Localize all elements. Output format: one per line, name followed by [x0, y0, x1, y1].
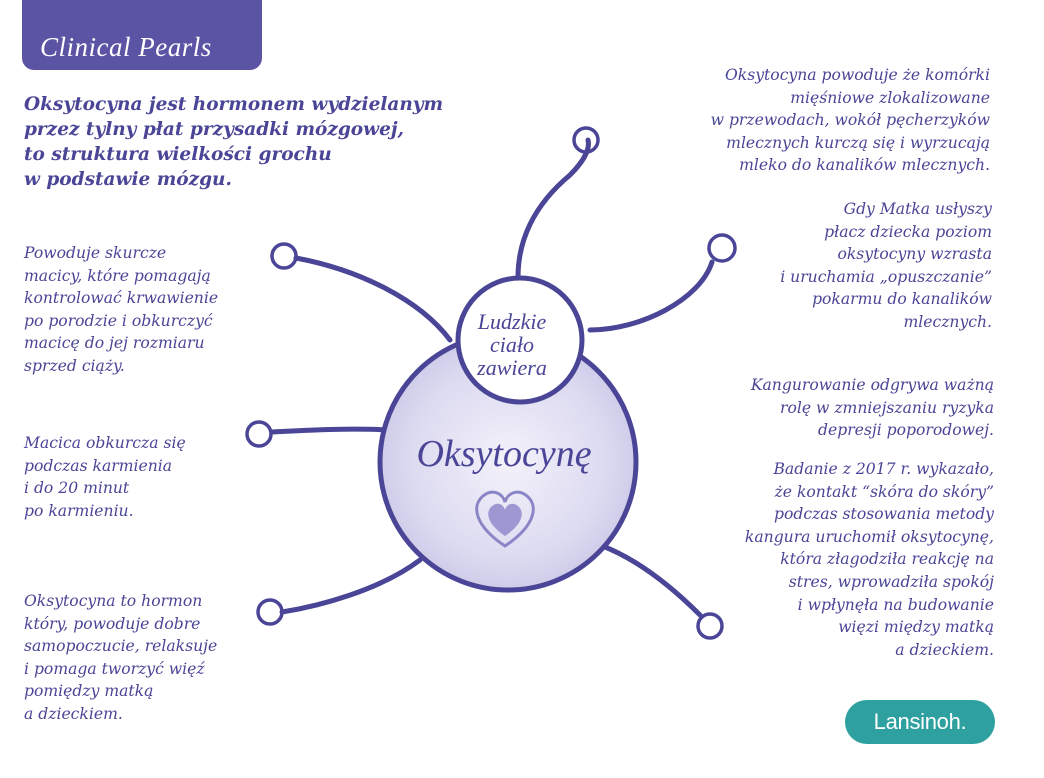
intro-text: Oksytocyna jest hormonem wydzielanym przez tylny płat przysadki mózgowej, to struktura wielkości grochu w podstawie mózgu. — [24, 94, 444, 190]
ring-right-lower — [698, 614, 722, 638]
left-note-1: Powoduje skurcze macicy, które pomagają kontrolować krwawienie po porodzie i obkurczyć macicę do jej rozmiaru sprzed ciąży. — [24, 244, 219, 375]
ring-left-upper — [272, 244, 296, 268]
branch-left-upper — [296, 258, 450, 340]
branch-top — [518, 140, 588, 300]
logo-text: Lansinoh. — [873, 709, 967, 734]
ring-left-lower — [258, 600, 282, 624]
branch-left-lower — [282, 560, 420, 612]
ring-left-middle — [247, 422, 271, 446]
right-note-2: Gdy Matka usłyszy płacz dziecka poziom oksytocyny wzrasta i uruchamia „opuszczanie” pokarmu do kanalików mlecznych. — [780, 200, 992, 331]
left-note-3: Oksytocyna to hormon który, powoduje dobre samopoczucie, relaksuje i pomaga tworzyć więź pomiędzy matką a dzieckiem. — [24, 592, 218, 723]
right-note-3: Kangurowanie odgrywa ważną rolę w zmniejszaniu ryzyka depresji poporodowej. — [750, 376, 994, 440]
branch-top-right — [590, 262, 712, 330]
top-bubble-label: Ludzkie ciało zawiera — [477, 309, 547, 380]
right-note-1: Oksytocyna powoduje że komórki mięśniowe zlokalizowane w przewodach, wokół pęcherzyków mlecznych kurczą się i wyrzucają mleko do kanalików mlecznych. — [710, 66, 990, 175]
lansinoh-logo — [845, 700, 995, 744]
ring-top-right — [709, 235, 735, 261]
header-title: Clinical Pearls — [40, 32, 212, 62]
branch-left-middle — [272, 429, 388, 432]
center-bubble-label: Oksytocynę — [416, 433, 592, 475]
left-note-2: Macica obkurcza się podczas karmienia i do 20 minut po karmieniu. — [24, 434, 186, 520]
right-note-4: Badanie z 2017 r. wykazało, że kontakt “skóra do skóry” podczas stosowania metody kangura uruchomił oksytocynę, która złagodziła reakcję na stres, wprowadziła spokój i wpłynęła na budowanie więzi między matką a dzieckiem. — [744, 460, 994, 659]
branch-right-lower — [600, 545, 700, 615]
